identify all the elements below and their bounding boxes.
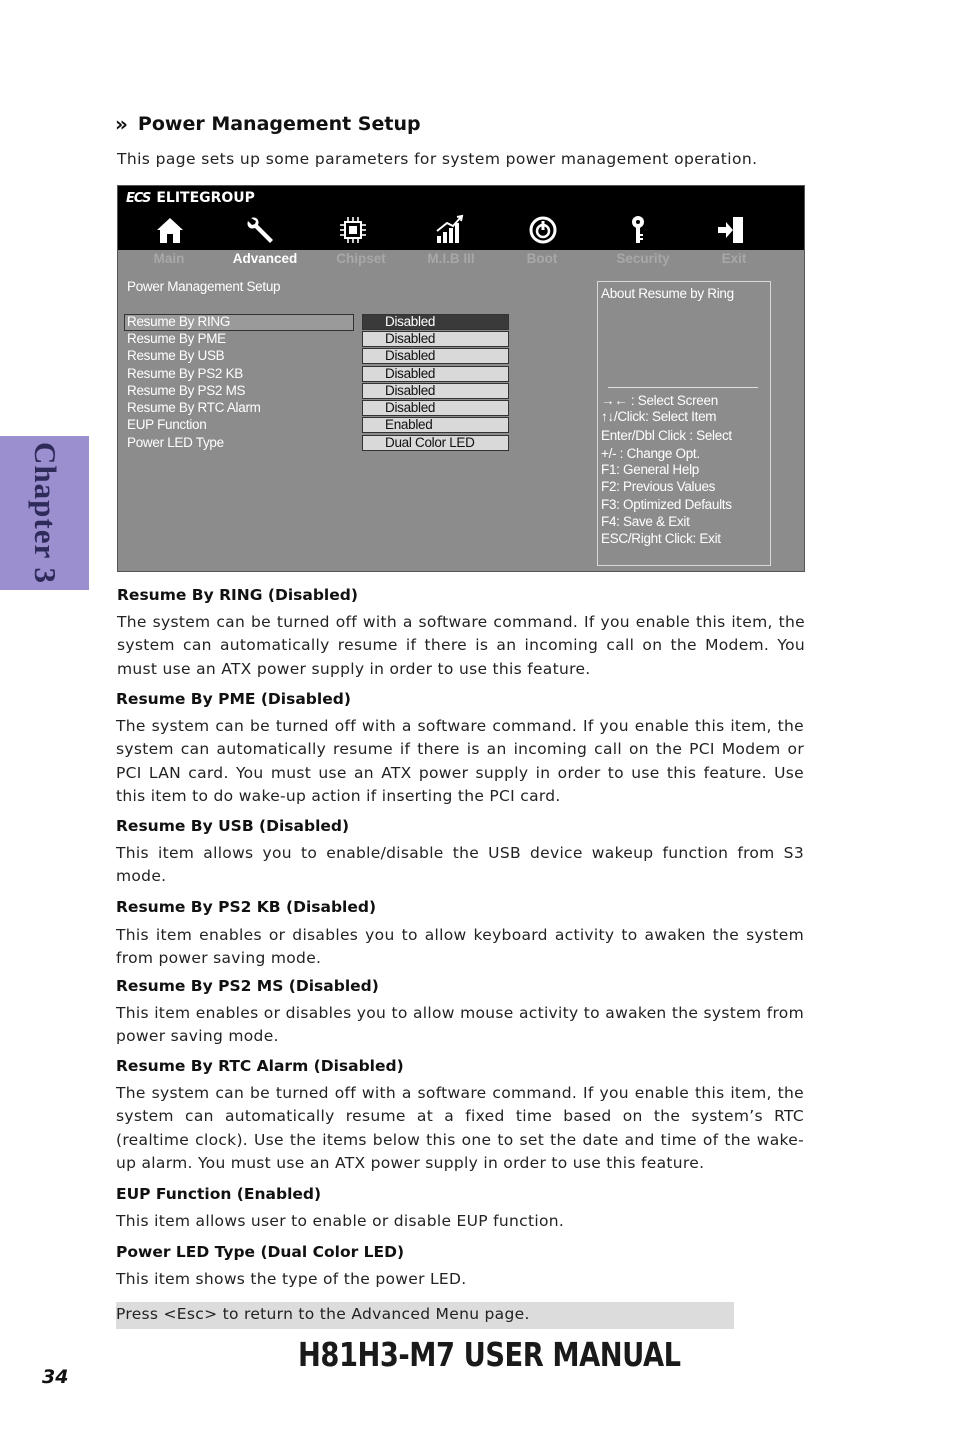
section-heading (115, 112, 421, 136)
item-title: Resume By USB (Disabled) (116, 817, 350, 835)
item-title: Power LED Type (Dual Color LED) (116, 1243, 405, 1261)
help-panel (597, 281, 771, 566)
help-title: About Resume by Ring (601, 286, 734, 301)
section-intro: This page sets up some parameters for system power management operation. (117, 150, 758, 168)
tab-boot[interactable]: Boot (526, 251, 558, 266)
item-description: This item shows the type of the power LED. (116, 1270, 467, 1288)
setting-label: Resume By PS2 KB (127, 366, 244, 381)
double-chevron-icon: » (115, 112, 128, 136)
help-key: +/- : Change Opt. (601, 446, 700, 461)
key-icon[interactable] (622, 214, 654, 246)
item-description: This item enables or disables you to allow mouse activity to awaken the system from power saving mode. (116, 1004, 804, 1046)
tab-advanced[interactable]: Advanced (232, 251, 298, 266)
help-key: Enter/Dbl Click : Select (601, 428, 732, 443)
esc-note: Press <Esc> to return to the Advanced Menu page. (116, 1305, 530, 1323)
chapter-tab (0, 436, 89, 590)
setting-value[interactable]: Disabled (362, 366, 509, 382)
item-title: Resume By PME (Disabled) (116, 690, 351, 708)
item-title: Resume By PS2 KB (Disabled) (116, 898, 377, 916)
manual-title: H81H3-M7 USER MANUAL (298, 1335, 681, 1374)
item-description: The system can be turned off with a software command. If you enable this item, the system can automatically resume at a fixed time based on the system’s RTC (realtime clock). Use the items below this one to set the date and time of the wake-up alarm. You must use an ATX power supply in order to use this feature. (116, 1084, 804, 1172)
item-title: Resume By RTC Alarm (Disabled) (116, 1057, 404, 1075)
item-description: The system can be turned off with a software command. If you enable this item, the system can automatically resume if there is an incoming call on the PCI Modem or PCI LAN card. You must use an ATX power supply in order to use this feature. Use this item to do wake-up action if inserting the PCI card. (116, 717, 804, 805)
setting-value[interactable]: Disabled (362, 348, 509, 364)
setting-label: Resume By USB (127, 348, 225, 363)
tab-main[interactable]: Main (153, 251, 185, 266)
setting-label: EUP Function (127, 417, 207, 432)
setting-value[interactable]: Disabled (362, 400, 509, 416)
exit-icon[interactable] (715, 214, 747, 246)
bios-nav (118, 250, 804, 268)
item-description: This item allows you to enable/disable the USB device wakeup function from S3 mode. (116, 844, 804, 886)
esc-note-bar (116, 1302, 734, 1329)
chart-icon[interactable] (433, 214, 465, 246)
section-title: Power Management Setup (137, 113, 421, 135)
item-description: This item allows user to enable or disable EUP function. (116, 1212, 565, 1230)
setting-value[interactable]: Disabled (362, 314, 509, 330)
help-key: ↑↓/Click: Select Item (601, 409, 717, 424)
bios-nav-icons (118, 214, 804, 246)
power-icon[interactable] (527, 214, 559, 246)
setting-label: Resume By RING (127, 314, 231, 329)
wrench-icon[interactable] (245, 214, 277, 246)
setting-value[interactable]: Disabled (362, 383, 509, 399)
page-number: 34 (42, 1366, 69, 1388)
brand-name: ELITEGROUP (156, 190, 255, 206)
bios-screenshot (117, 185, 805, 572)
ecs-logo: ECS (126, 190, 151, 206)
help-key: F1: General Help (601, 462, 699, 477)
item-description: The system can be turned off with a software command. If you enable this item, the system can automatically resume if there is an incoming call on the Modem. You must use an ATX power supply in order to use this feature. (117, 613, 805, 678)
chip-icon[interactable] (337, 214, 369, 246)
help-key: F2: Previous Values (601, 479, 716, 494)
setting-label: Power LED Type (127, 435, 224, 450)
setting-value[interactable]: Disabled (362, 331, 509, 347)
help-divider (608, 387, 758, 388)
setting-label: Resume By PME (127, 331, 226, 346)
item-title: Resume By PS2 MS (Disabled) (116, 977, 379, 995)
item-description: This item enables or disables you to allow keyboard activity to awaken the system from power saving mode. (116, 926, 804, 968)
setting-value[interactable]: Dual Color LED (362, 435, 509, 451)
bios-brand (126, 190, 255, 206)
setting-label: Resume By PS2 MS (127, 383, 246, 398)
tab-mib[interactable]: M.I.B III (427, 251, 475, 266)
help-key: ESC/Right Click: Exit (601, 531, 721, 546)
help-key: F3: Optimized Defaults (601, 497, 732, 512)
help-key: →← : Select Screen (601, 393, 718, 408)
item-title: EUP Function (Enabled) (116, 1185, 322, 1203)
item-title: Resume By RING (Disabled) (117, 586, 358, 604)
tab-chipset[interactable]: Chipset (336, 251, 386, 266)
tab-exit[interactable]: Exit (721, 251, 747, 266)
chapter-tab-label: Chapter 3 (27, 442, 63, 584)
tab-security[interactable]: Security (616, 251, 670, 266)
help-key: F4: Save & Exit (601, 514, 690, 529)
setting-label: Resume By RTC Alarm (127, 400, 261, 415)
setting-value[interactable]: Enabled (362, 417, 509, 433)
bios-page-title: Power Management Setup (127, 279, 281, 294)
bios-header (118, 186, 804, 250)
home-icon[interactable] (154, 214, 186, 246)
